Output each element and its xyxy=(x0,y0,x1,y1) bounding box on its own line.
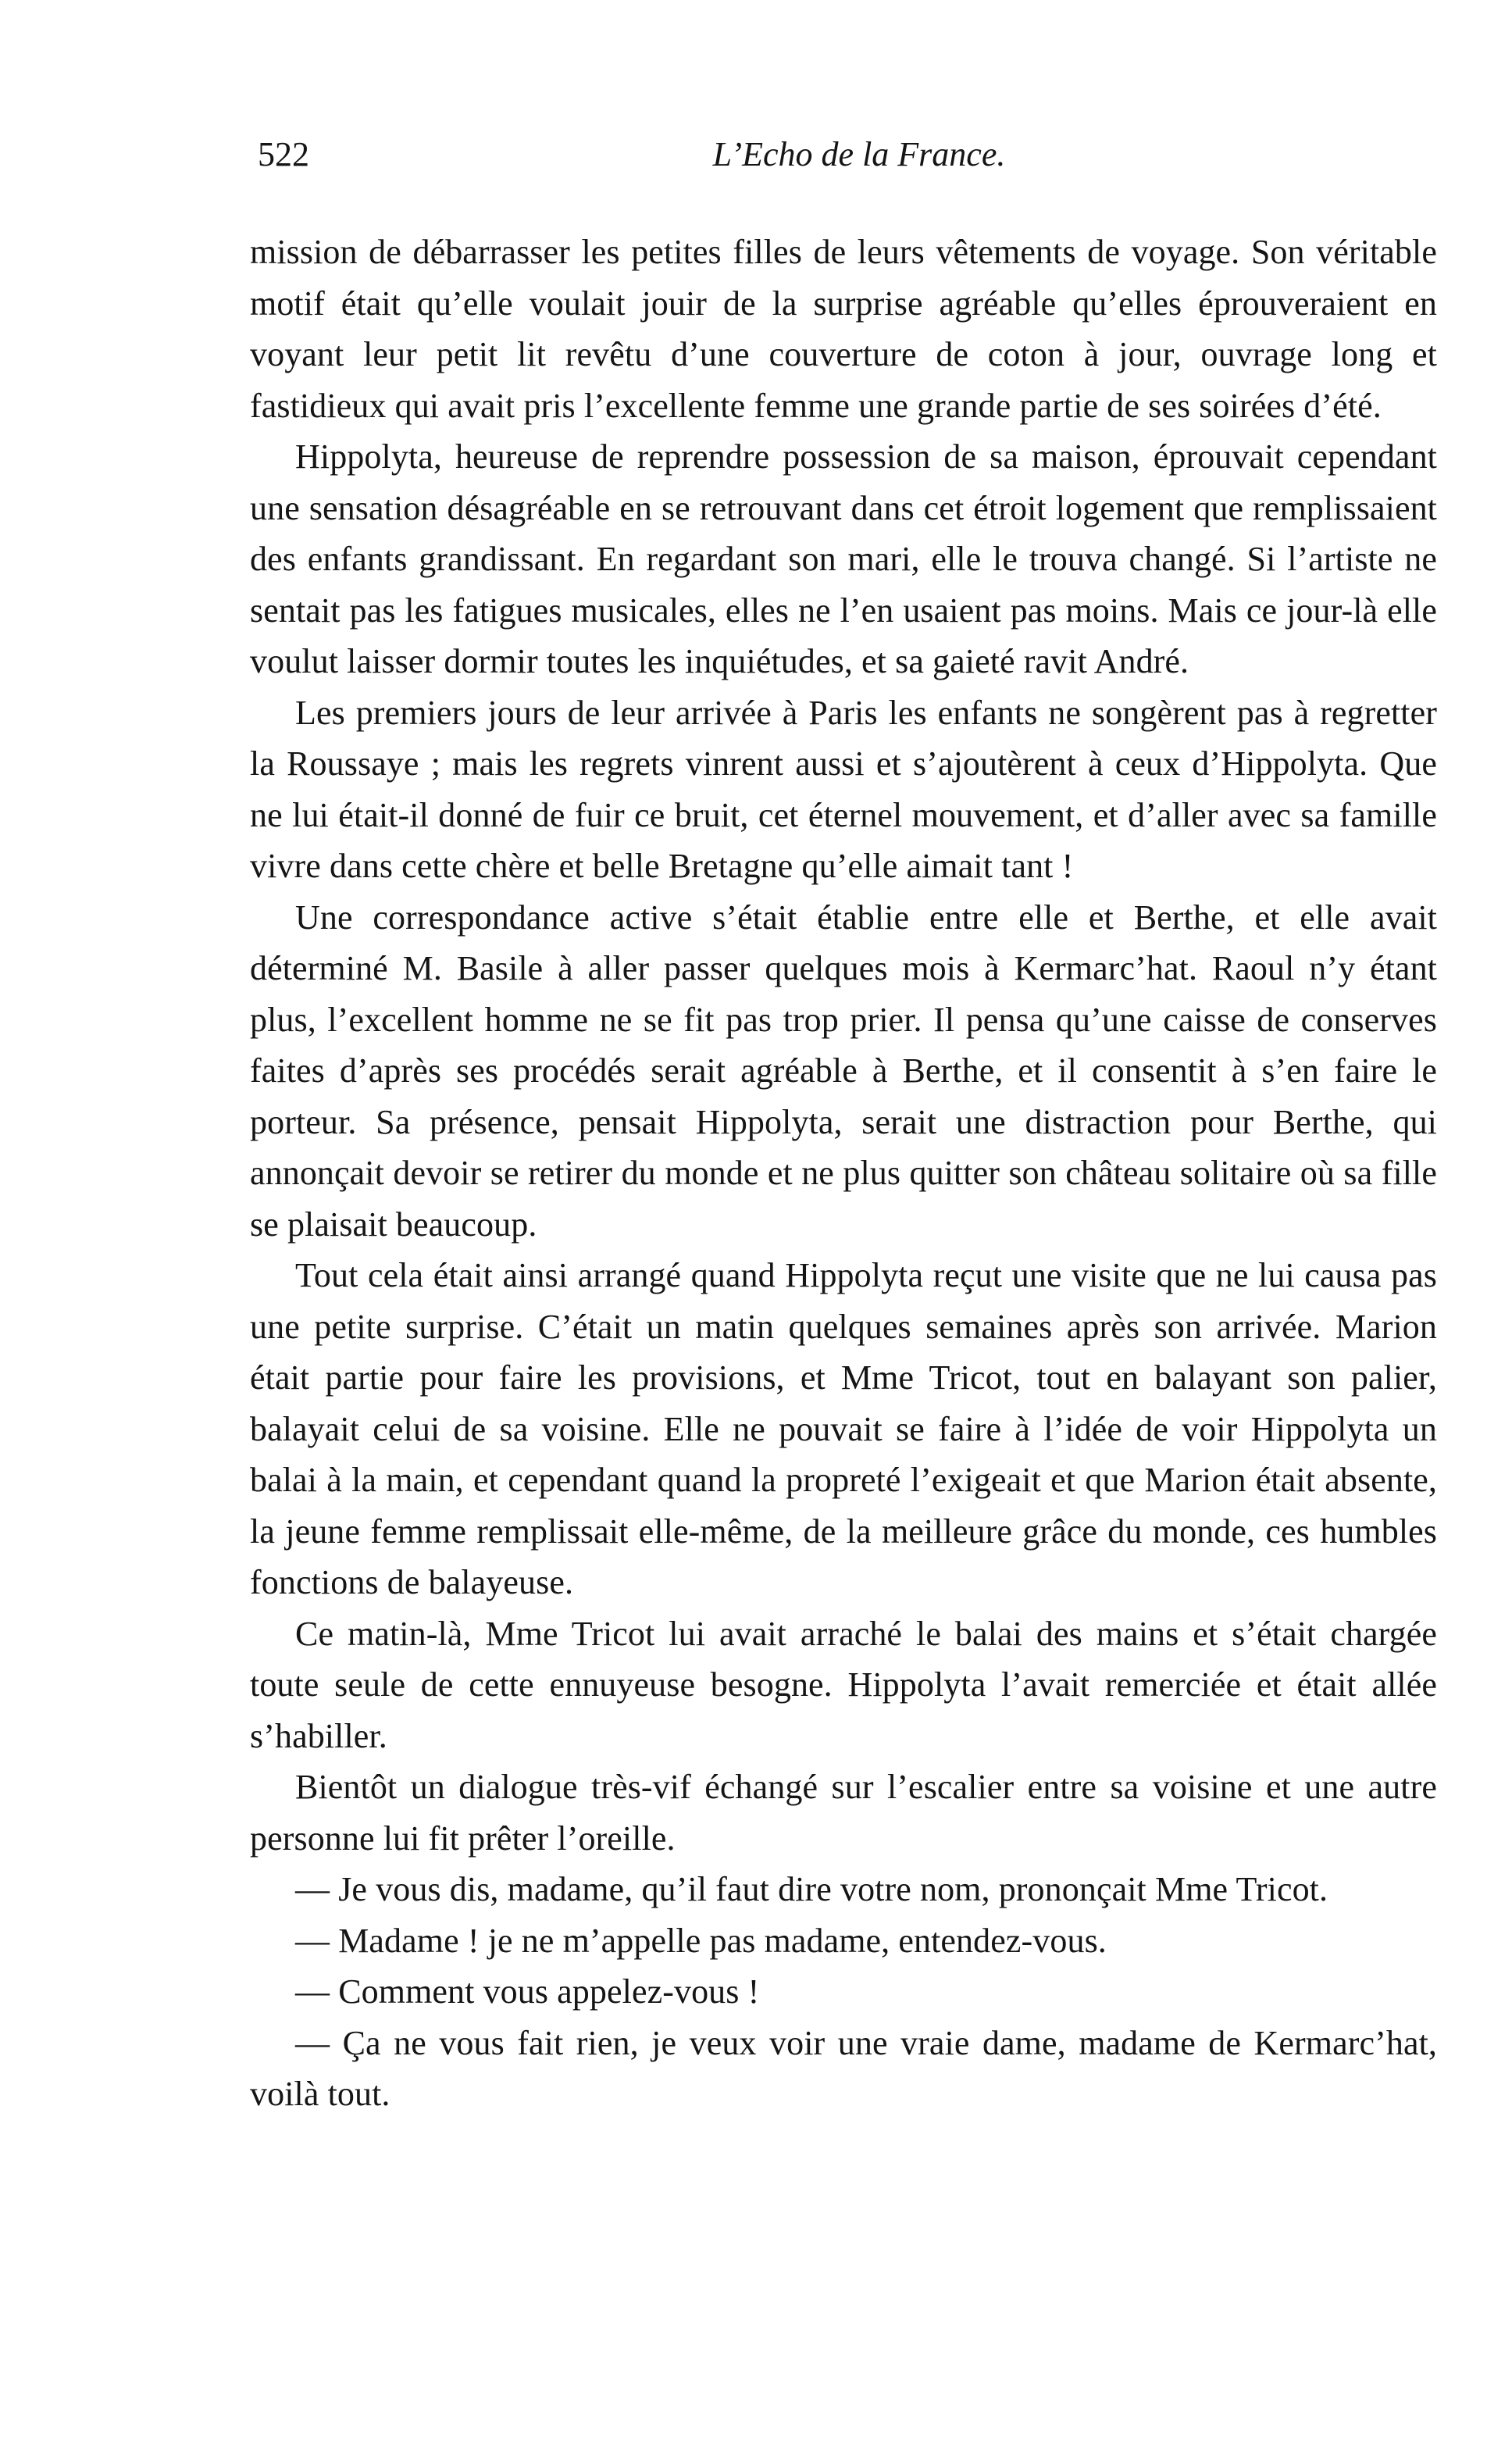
paragraph: Hippolyta, heureuse de reprendre possession de sa maison, éprouvait cependant une sensation désagréable en se retrouvant dans cet étroit logement que remplissaient des enfants grandissant. En regardant son mari, elle le trouva changé. Si l’artiste ne sentait pas les fatigues musicales, elles ne l’en usaient pas moins. Mais ce jour-là elle voulut laisser dormir toutes les inquiétudes, et sa gaieté ravit André. xyxy=(250,437,1437,680)
paragraph-continuation: mission de débarrasser les petites filles de leurs vêtements de voyage. Son véritable motif était qu’elle voulait jouir de la surprise agréable qu’elles éprouveraient en voyant leur petit lit revêtu d’une couverture de coton à jour, ouvrage long et fastidieux qui avait pris l’excellente femme une grande partie de ses soirées d’été. xyxy=(250,233,1437,425)
paragraph: Tout cela était ainsi arrangé quand Hippolyta reçut une visite que ne lui causa pas une petite surprise. C’était un matin quelques semaines après son arrivée. Marion était partie pour faire les provisions, et Mme Tricot, tout en balayant son palier, balayait celui de sa voisine. Elle ne pouvait se faire à l’idée de voir Hippolyta un balai à la main, et cependant quand la propreté l’exigeait et que Marion était absente, la jeune femme remplissait elle-même, de la meilleure grâce du monde, ces humbles fonctions de balayeuse. xyxy=(250,1256,1437,1601)
page-number: 522 xyxy=(258,135,309,173)
paragraph: Une correspondance active s’était établie entre elle et Berthe, et elle avait déterminé M. Basile à aller passer quelques mois à Kermarc’hat. Raoul n’y étant plus, l’excellent homme ne se fit pas trop prier. Il pensa qu’une caisse de conserves faites d’après ses procédés serait agréable à Berthe, et il consentit à s’en faire le porteur. Sa présence, pensait Hippolyta, serait une distraction pour Berthe, qui annonçait devoir se retirer du monde et ne plus quitter son château solitaire où sa fille se plaisait beaucoup. xyxy=(250,898,1437,1244)
book-page xyxy=(250,117,1437,2382)
body-text xyxy=(250,227,1437,2120)
dialogue-line: — Comment vous appelez-vous ! xyxy=(295,1972,760,2011)
dialogue-line: — Je vous dis, madame, qu’il faut dire votre nom, prononçait Mme Tricot. xyxy=(295,1870,1328,1908)
paragraph: Les premiers jours de leur arrivée à Paris les enfants ne songèrent pas à regretter la Roussaye ; mais les regrets vinrent aussi et s’ajoutèrent à ceux d’Hippolyta. Que ne lui était-il donné de fuir ce bruit, cet éternel mouvement, et d’aller avec sa famille vivre dans cette chère et belle Bretagne qu’elle aimait tant ! xyxy=(250,693,1437,885)
dialogue-line: — Ça ne vous fait rien, je veux voir une vraie dame, madame de Kermarc’hat, voilà tout. xyxy=(250,2023,1437,2113)
paragraph: Ce matin-là, Mme Tricot lui avait arraché le balai des mains et s’était chargée toute seule de cette ennuyeuse besogne. Hippolyta l’avait remerciée et était allée s’habiller. xyxy=(250,1614,1437,1755)
paragraph: Bientôt un dialogue très-vif échangé sur l’escalier entre sa voisine et une autre personne lui fit prêter l’oreille. xyxy=(250,1768,1437,1858)
running-head xyxy=(250,117,1437,180)
running-title: L’Echo de la France. xyxy=(712,135,1006,173)
dialogue-line: — Madame ! je ne m’appelle pas madame, entendez-vous. xyxy=(295,1921,1107,1960)
